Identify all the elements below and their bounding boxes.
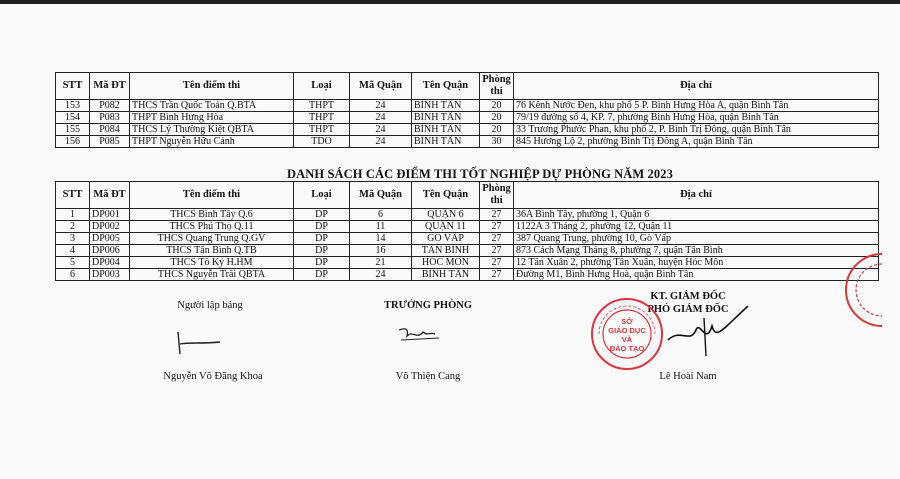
cell-ma-dt: DP006: [90, 245, 130, 257]
cell-stt: 2: [56, 221, 90, 233]
head-title-text: TRƯỞNG PHÒNG: [384, 300, 472, 311]
cell-ma-quan: 14: [350, 233, 412, 245]
cell-ma-quan: 24: [350, 100, 412, 112]
director-title-2-text: PHÓ GIÁM ĐỐC: [647, 304, 729, 315]
cell-dia-chi: 845 Hương Lộ 2, phường Bình Trị Đông A, quận Bình Tân: [514, 136, 879, 148]
cell-ten-diem-thi: THCS Nguyễn Trãi QBTA: [130, 269, 294, 281]
header-loai: Loại: [294, 182, 350, 209]
header-loai: Loại: [294, 73, 350, 100]
cell-dia-chi: 33 Trương Phước Phan, khu phố 2, P. Bình Trị Đông, quận Bình Tân: [514, 124, 879, 136]
cell-dia-chi: 12 Tân Xuân 2, phường Tân Xuân, huyện Hóc Môn: [514, 257, 879, 269]
cell-ma-dt: P084: [90, 124, 130, 136]
cell-stt: 6: [56, 269, 90, 281]
cell-stt: 154: [56, 112, 90, 124]
cell-ma-dt: DP002: [90, 221, 130, 233]
cell-stt: 155: [56, 124, 90, 136]
cell-ten-quan: BÌNH TÂN: [412, 136, 480, 148]
cell-stt: 153: [56, 100, 90, 112]
cell-ma-dt: DP003: [90, 269, 130, 281]
cell-loai: THPT: [294, 124, 350, 136]
table-row: [56, 245, 879, 257]
cell-ten-diem-thi: THCS Lý Thường Kiệt QBTA: [130, 124, 294, 136]
cell-dia-chi: 36A Bình Tây, phường 1, Quận 6: [514, 209, 879, 221]
cell-ten-diem-thi: THCS Phú Thọ Q.11: [130, 221, 294, 233]
cell-loai: DP: [294, 209, 350, 221]
header-phong-thi: Phòng thi: [480, 182, 514, 209]
cell-ten-diem-thi: THCS Tân Bình Q.TB: [130, 245, 294, 257]
cell-phong-thi: 27: [480, 233, 514, 245]
backup-site-table: [55, 181, 879, 281]
table-row: [56, 209, 879, 221]
table-header-row: [56, 182, 879, 209]
preparer-name: Nguyễn Võ Đăng Khoa: [163, 371, 263, 382]
cell-phong-thi: 27: [480, 221, 514, 233]
header-phong-thi: Phòng thi: [480, 73, 514, 100]
table-row: [56, 136, 879, 148]
header-stt: STT: [56, 182, 90, 209]
cell-ten-diem-thi: THCS Trần Quốc Toản Q.BTA: [130, 100, 294, 112]
header-ma-quan: Mã Quận: [350, 73, 412, 100]
cell-ma-quan: 6: [350, 209, 412, 221]
cell-ma-dt: P082: [90, 100, 130, 112]
exam-site-table: [55, 72, 879, 148]
cell-stt: 4: [56, 245, 90, 257]
cell-ma-dt: DP004: [90, 257, 130, 269]
official-stamp-icon: [589, 296, 665, 372]
director-title-1-text: KT. GIÁM ĐỐC: [650, 291, 726, 302]
cell-loai: TDO: [294, 136, 350, 148]
cell-loai: THPT: [294, 100, 350, 112]
cell-ma-dt: DP001: [90, 209, 130, 221]
cell-phong-thi: 27: [480, 209, 514, 221]
cell-phong-thi: 30: [480, 136, 514, 148]
cell-ma-dt: P083: [90, 112, 130, 124]
head-name: Võ Thiện Cang: [395, 371, 461, 382]
cell-loai: DP: [294, 245, 350, 257]
svg-text:ĐÀO TẠO: ĐÀO TẠO: [609, 344, 645, 353]
header-ma-dt: Mã ĐT: [90, 182, 130, 209]
preparer-title: Người lập bảng: [177, 300, 243, 311]
cell-phong-thi: 27: [480, 245, 514, 257]
cell-ma-quan: 24: [350, 124, 412, 136]
header-dia-chi: Địa chỉ: [514, 182, 879, 209]
header-stt: STT: [56, 73, 90, 100]
cell-ten-quan: HÓC MÔN: [412, 257, 480, 269]
cell-ten-quan: BÌNH TÂN: [412, 124, 480, 136]
table-row: [56, 257, 879, 269]
cell-ten-quan: GÒ VẤP: [412, 233, 480, 245]
cell-ma-quan: 11: [350, 221, 412, 233]
partial-stamp-icon: [844, 250, 884, 330]
header-ma-quan: Mã Quận: [350, 182, 412, 209]
cell-loai: DP: [294, 257, 350, 269]
cell-ma-quan: 21: [350, 257, 412, 269]
cell-stt: 156: [56, 136, 90, 148]
cell-ten-quan: TÂN BÌNH: [412, 245, 480, 257]
director-signature-icon: [660, 300, 750, 360]
cell-ten-quan: BÌNH TÂN: [412, 112, 480, 124]
head-signature-icon: [395, 322, 455, 348]
cell-dia-chi: Đường M1, Bình Hưng Hoà, quận Bình Tân: [514, 269, 879, 281]
cell-dia-chi: 387 Quang Trung, phường 10, Gò Vấp: [514, 233, 879, 245]
cell-ten-diem-thi: THCS Tô Ký H.HM: [130, 257, 294, 269]
cell-ten-diem-thi: THPT Bình Hưng Hòa: [130, 112, 294, 124]
cell-ma-dt: P085: [90, 136, 130, 148]
table-row: [56, 269, 879, 281]
svg-text:VÀ: VÀ: [621, 335, 633, 344]
cell-loai: THPT: [294, 112, 350, 124]
cell-dia-chi: 873 Cách Mạng Tháng 8, phường 7, quận Tân Bình: [514, 245, 879, 257]
cell-phong-thi: 20: [480, 112, 514, 124]
cell-dia-chi: 76 Kênh Nước Đen, khu phố 5 P. Bình Hưng Hòa A, quận Bình Tân: [514, 100, 879, 112]
head-title: [368, 300, 488, 311]
table-row: [56, 221, 879, 233]
table-row: [56, 124, 879, 136]
svg-text:SỞ: SỞ: [621, 317, 633, 326]
preparer-signature-icon: [168, 328, 228, 358]
cell-loai: DP: [294, 269, 350, 281]
svg-text:GIÁO DỤC: GIÁO DỤC: [608, 326, 646, 335]
cell-phong-thi: 27: [480, 269, 514, 281]
table-row: [56, 100, 879, 112]
backup-sites-title: DANH SÁCH CÁC ĐIỂM THI TỐT NGHIỆP DỰ PHÒNG NĂM 2023: [287, 167, 673, 181]
cell-ten-quan: BÌNH TÂN: [412, 100, 480, 112]
header-ten-quan: Tên Quận: [412, 73, 480, 100]
cell-phong-thi: 27: [480, 257, 514, 269]
cell-ten-diem-thi: THCS Bình Tây Q.6: [130, 209, 294, 221]
cell-phong-thi: 20: [480, 100, 514, 112]
table-header-row: [56, 73, 879, 100]
cell-ten-diem-thi: THCS Quang Trung Q.GV: [130, 233, 294, 245]
cell-stt: 5: [56, 257, 90, 269]
header-dia-chi: Địa chỉ: [514, 73, 879, 100]
cell-ma-quan: 24: [350, 269, 412, 281]
cell-ma-quan: 24: [350, 112, 412, 124]
cell-ma-quan: 16: [350, 245, 412, 257]
table-row: [56, 233, 879, 245]
cell-ten-diem-thi: THPT Nguyễn Hữu Cảnh: [130, 136, 294, 148]
cell-dia-chi: 1122A 3 Tháng 2, phường 12, Quận 11: [514, 221, 879, 233]
cell-stt: 1: [56, 209, 90, 221]
cell-loai: DP: [294, 221, 350, 233]
cell-loai: DP: [294, 233, 350, 245]
director-name: Lê Hoài Nam: [659, 371, 717, 382]
cell-stt: 3: [56, 233, 90, 245]
cell-phong-thi: 20: [480, 124, 514, 136]
cell-ten-quan: QUẬN 6: [412, 209, 480, 221]
cell-ma-quan: 24: [350, 136, 412, 148]
header-ma-dt: Mã ĐT: [90, 73, 130, 100]
header-ten-diem-thi: Tên điểm thi: [130, 73, 294, 100]
header-ten-quan: Tên Quận: [412, 182, 480, 209]
cell-ten-quan: QUẬN 11: [412, 221, 480, 233]
cell-dia-chi: 79/19 đường số 4, KP. 7, phường Bình Hưng Hòa, quận Bình Tân: [514, 112, 879, 124]
cell-ma-dt: DP005: [90, 233, 130, 245]
table-row: [56, 112, 879, 124]
cell-ten-quan: BÌNH TÂN: [412, 269, 480, 281]
header-ten-diem-thi: Tên điểm thi: [130, 182, 294, 209]
